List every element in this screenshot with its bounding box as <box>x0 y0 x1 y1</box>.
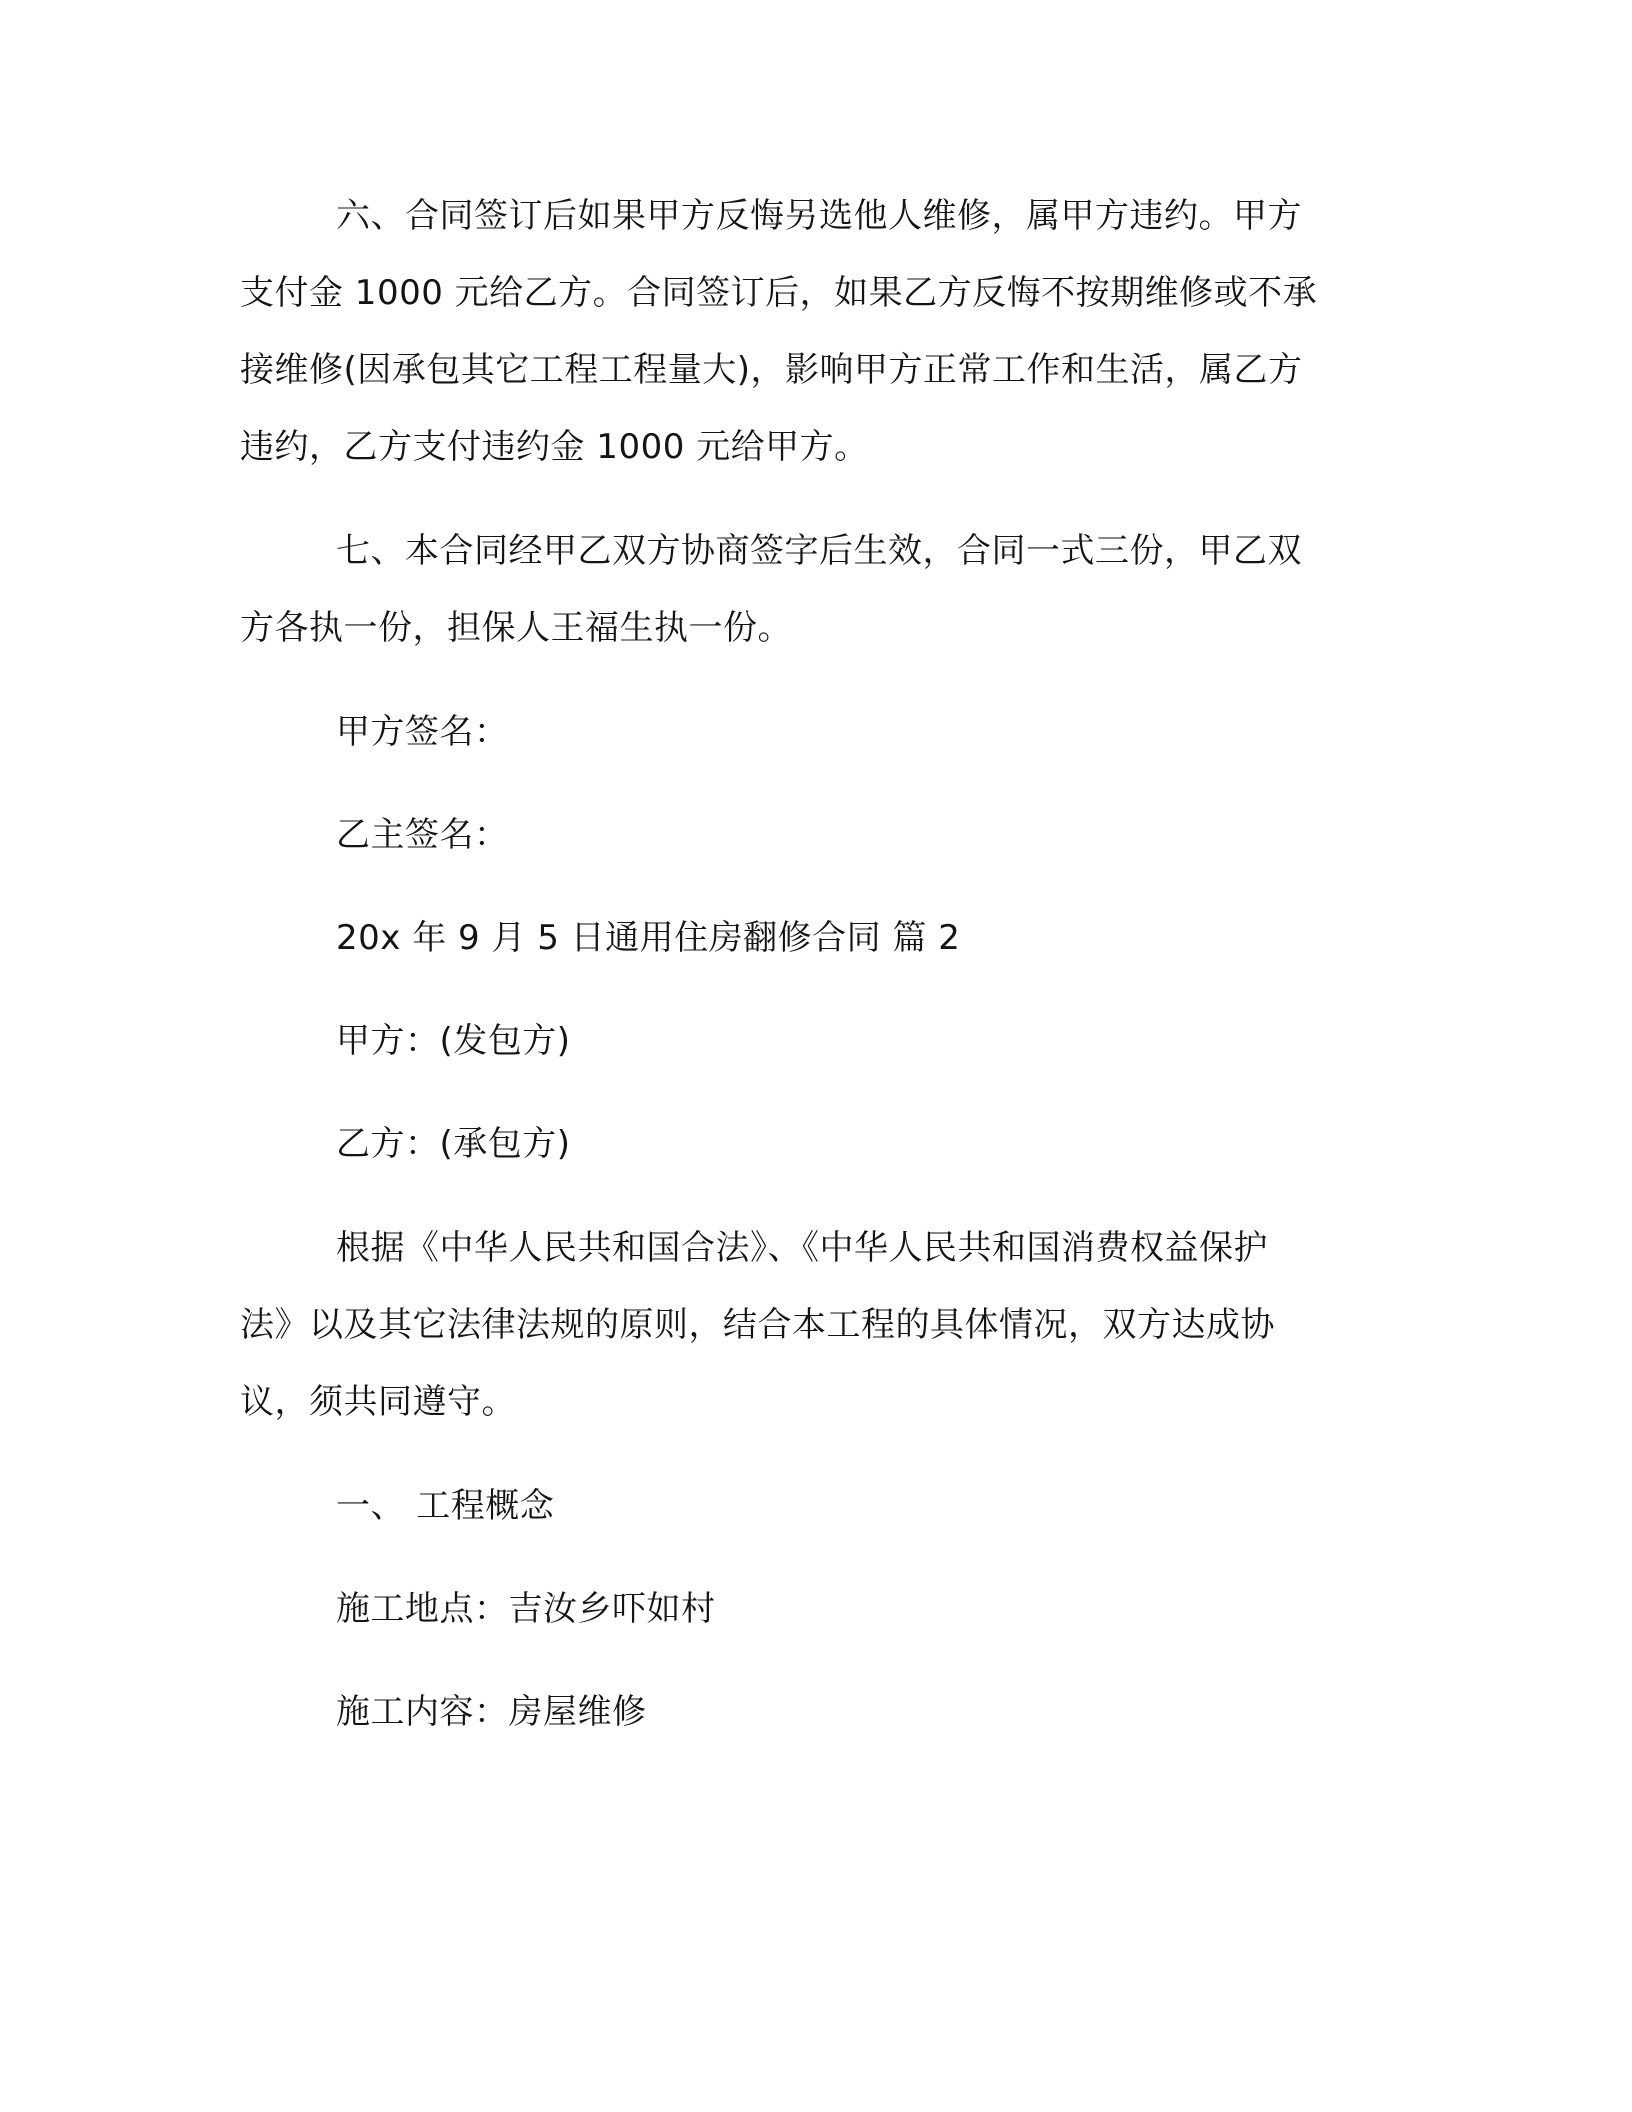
paragraph-line: 违约，乙方支付违约金 1000 元给甲方。 <box>240 427 869 467</box>
paragraph-line: 七、本合同经甲乙双方协商签字后生效，合同一式三份，甲乙双 <box>336 531 1302 571</box>
party-b-signature-label: 乙主签名： <box>336 815 509 855</box>
section-one-heading: 一、 工程概念 <box>336 1486 555 1526</box>
paragraph-line: 法》以及其它法律法规的原则，结合本工程的具体情况，双方达成协 <box>240 1305 1275 1345</box>
clause-seven-paragraph <box>240 513 1390 667</box>
construction-content: 施工内容：房屋维修 <box>336 1692 647 1732</box>
paragraph-line: 议，须共同遵守。 <box>240 1382 516 1422</box>
paragraph-line: 方各执一份，担保人王福生执一份。 <box>240 608 792 648</box>
party-a-line: 甲方：(发包方) <box>336 1021 571 1061</box>
paragraph-line: 六、合同签订后如果甲方反悔另选他人维修，属甲方违约。甲方 <box>336 196 1302 236</box>
construction-site: 施工地点：吉汝乡吓如村 <box>336 1589 716 1629</box>
party-b-line: 乙方：(承包方) <box>336 1124 571 1164</box>
paragraph-line: 根据《中华人民共和国合法》、《中华人民共和国消费权益保护 <box>336 1228 1268 1268</box>
clause-six-paragraph <box>240 178 1390 486</box>
paragraph-line: 接维修(因承包其它工程工程量大)，影响甲方正常工作和生活，属乙方 <box>240 350 1303 390</box>
paragraph-line: 支付金 1000 元给乙方。合同签订后，如果乙方反悔不按期维修或不承 <box>240 273 1318 313</box>
date-and-contract-title: 20x 年 9 月 5 日通用住房翻修合同 篇 2 <box>336 918 961 958</box>
legal-basis-paragraph <box>240 1210 1390 1441</box>
party-a-signature-label: 甲方签名： <box>336 712 509 752</box>
